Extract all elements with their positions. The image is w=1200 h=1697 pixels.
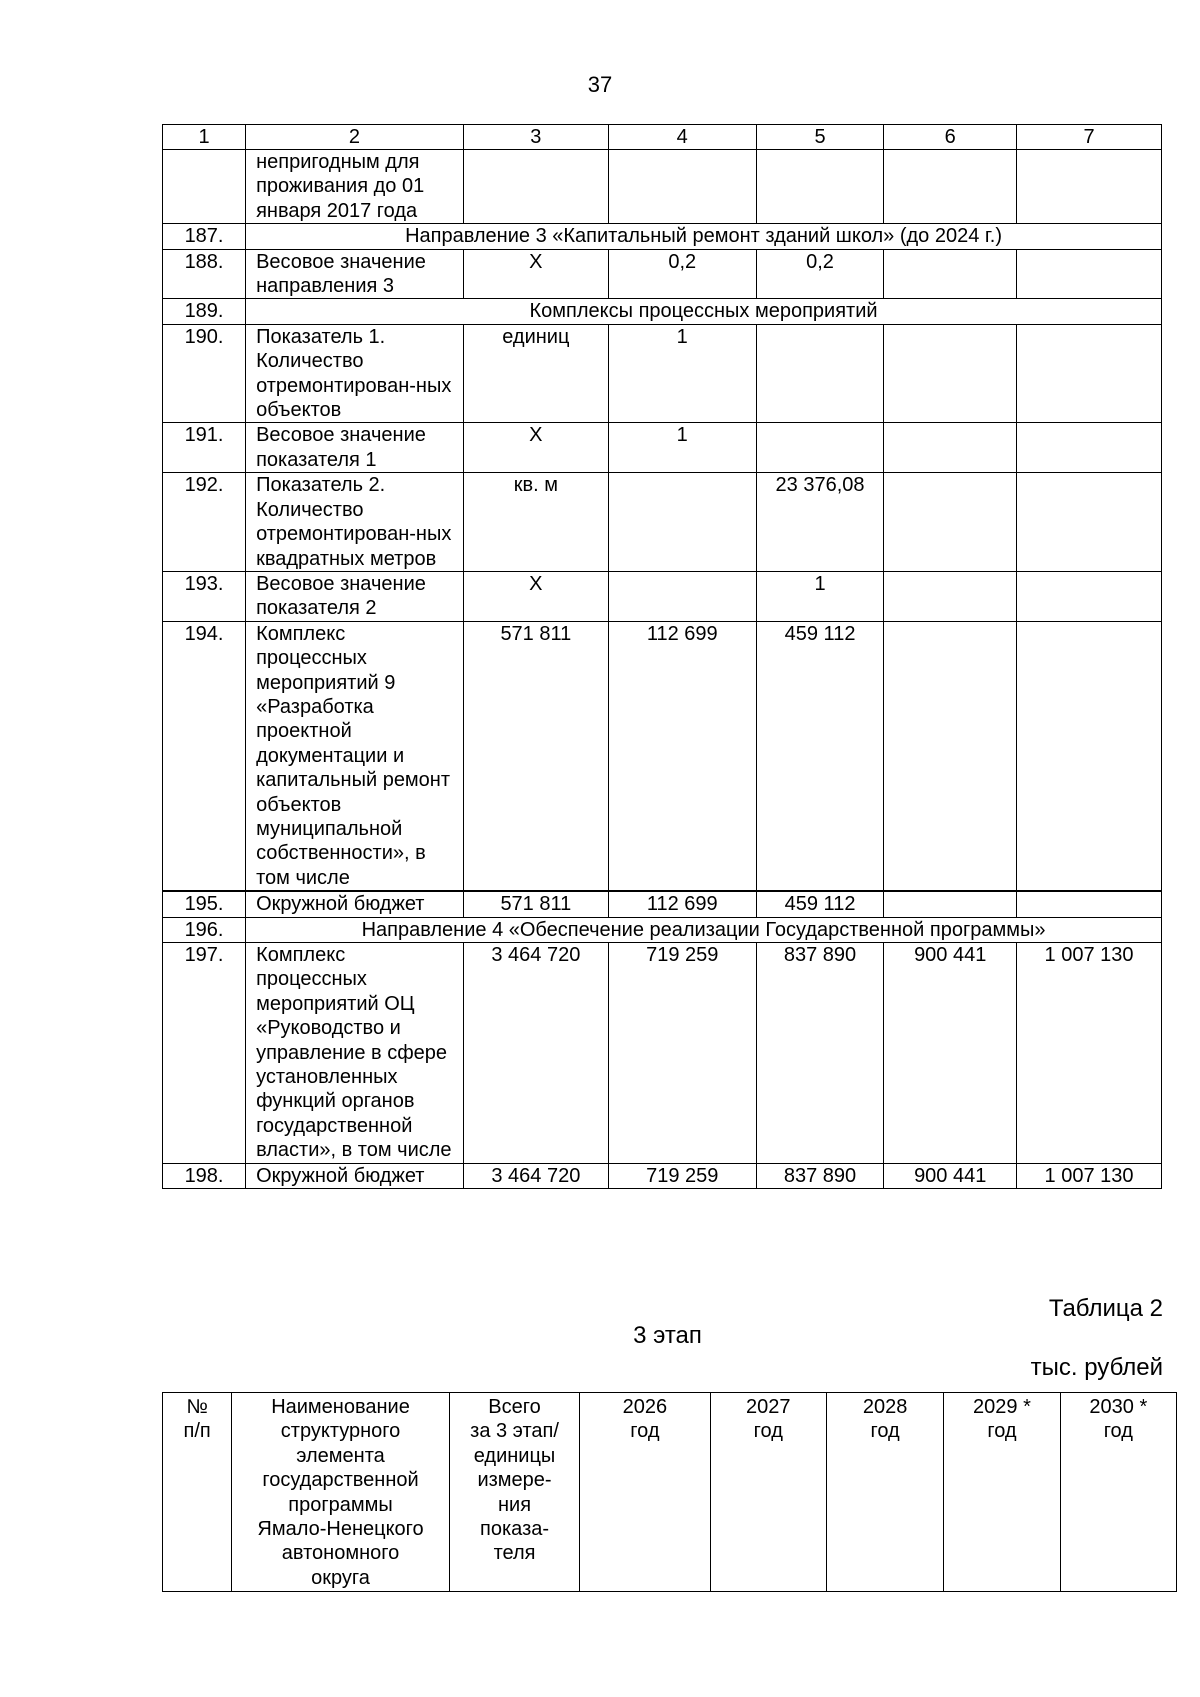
- value-cell: 1: [608, 423, 756, 473]
- value-cell: 23 376,08: [756, 473, 884, 572]
- value-cell: 900 441: [884, 1163, 1017, 1188]
- table-row: [163, 891, 1162, 917]
- value-cell: 571 811: [463, 621, 608, 891]
- value-cell: Х: [463, 571, 608, 621]
- row-number: [163, 150, 246, 224]
- value-cell: [1017, 150, 1162, 224]
- value-cell: 459 112: [756, 621, 884, 891]
- value-cell: [1017, 324, 1162, 423]
- row-name: Комплекс процессных мероприятий 9 «Разработка проектной документации и капитальный ремонт объектов муниципальной собственности», в том числе: [246, 621, 464, 891]
- table-row: [163, 621, 1162, 891]
- header-cell: [580, 1393, 710, 1592]
- header-line: год: [987, 1420, 1017, 1443]
- row-name: Показатель 2. Количество отремонтирован-ных квадратных метров: [246, 473, 464, 572]
- value-cell: [608, 571, 756, 621]
- header-cell: 1: [163, 125, 246, 150]
- value-cell: [1017, 423, 1162, 473]
- header-line: №: [186, 1396, 208, 1418]
- value-cell: [608, 150, 756, 224]
- header-line: округа: [311, 1566, 370, 1589]
- value-cell: [884, 423, 1017, 473]
- value-cell: [463, 150, 608, 224]
- table-row: [163, 943, 1162, 1164]
- value-cell: [1017, 621, 1162, 891]
- table-row: [163, 1163, 1162, 1188]
- table-row: [163, 224, 1162, 249]
- stage-3-table-header: [162, 1392, 1177, 1592]
- header-cell: 7: [1017, 125, 1162, 150]
- header-cell: 4: [608, 125, 756, 150]
- header-line: структурного: [280, 1420, 401, 1443]
- header-line: государственной: [262, 1469, 419, 1492]
- header-line: 2029 *: [973, 1396, 1031, 1418]
- header-line: год: [753, 1420, 783, 1443]
- table-row: [163, 150, 1162, 224]
- value-cell: [1017, 571, 1162, 621]
- value-cell: [608, 473, 756, 572]
- value-cell: 837 890: [756, 1163, 884, 1188]
- value-cell: [1017, 249, 1162, 299]
- row-name: Весовое значение направления 3: [246, 249, 464, 299]
- table-header-row: [163, 125, 1162, 150]
- value-cell: [1017, 473, 1162, 572]
- row-number: 197.: [163, 943, 246, 1164]
- page-number: 37: [587, 72, 613, 97]
- value-cell: [1017, 891, 1162, 917]
- header-line: год: [870, 1420, 900, 1443]
- header-line: год: [630, 1420, 660, 1443]
- value-cell: 459 112: [756, 891, 884, 917]
- header-cell: [232, 1393, 450, 1592]
- value-cell: Х: [463, 423, 608, 473]
- header-cell: [944, 1393, 1060, 1592]
- value-cell: [884, 473, 1017, 572]
- value-cell: [884, 621, 1017, 891]
- value-cell: 112 699: [608, 621, 756, 891]
- row-name: Комплекс процессных мероприятий ОЦ «Руководство и управление в сфере установленных функций органов государственной власти», в том числе: [246, 943, 464, 1164]
- header-cell: [710, 1393, 826, 1592]
- value-cell: 0,2: [756, 249, 884, 299]
- section-heading: Направление 3 «Капитальный ремонт зданий школ» (до 2024 г.): [246, 224, 1162, 249]
- row-number: 189.: [163, 299, 246, 324]
- table-row: [163, 571, 1162, 621]
- units-label: тыс. рублей: [1030, 1354, 1163, 1381]
- value-cell: 1 007 130: [1017, 943, 1162, 1164]
- header-cell: [449, 1393, 579, 1592]
- value-cell: [756, 324, 884, 423]
- value-cell: кв. м: [463, 473, 608, 572]
- value-cell: 571 811: [463, 891, 608, 917]
- header-line: 2028: [862, 1396, 908, 1418]
- value-cell: 1: [608, 324, 756, 423]
- value-cell: [884, 891, 1017, 917]
- header-cell: 3: [463, 125, 608, 150]
- header-line: элемента: [296, 1444, 385, 1467]
- table-row: [163, 423, 1162, 473]
- value-cell: 719 259: [608, 1163, 756, 1188]
- stage-title: 3 этап: [633, 1322, 702, 1349]
- value-cell: [884, 249, 1017, 299]
- row-number: 194.: [163, 621, 246, 891]
- value-cell: [756, 150, 884, 224]
- value-cell: 3 464 720: [463, 943, 608, 1164]
- value-cell: 0,2: [608, 249, 756, 299]
- header-line: единицы: [473, 1444, 556, 1467]
- row-number: 195.: [163, 891, 246, 917]
- table-caption: Таблица 2: [1048, 1295, 1163, 1322]
- value-cell: 837 890: [756, 943, 884, 1164]
- value-cell: Х: [463, 249, 608, 299]
- value-cell: 1: [756, 571, 884, 621]
- row-number: 192.: [163, 473, 246, 572]
- table-header-row: [163, 1393, 1177, 1592]
- value-cell: единиц: [463, 324, 608, 423]
- row-name: непригодным для проживания до 01 января 2017 года: [246, 150, 464, 224]
- row-number: 191.: [163, 423, 246, 473]
- value-cell: 900 441: [884, 943, 1017, 1164]
- table-row: [163, 249, 1162, 299]
- header-cell: [1060, 1393, 1176, 1592]
- header-cell: 5: [756, 125, 884, 150]
- row-name: Весовое значение показателя 2: [246, 571, 464, 621]
- row-number: 198.: [163, 1163, 246, 1188]
- row-number: 187.: [163, 224, 246, 249]
- header-cell: [826, 1393, 943, 1592]
- header-line: Ямало-Ненецкого: [257, 1518, 424, 1541]
- value-cell: 719 259: [608, 943, 756, 1164]
- header-line: п/п: [183, 1420, 211, 1443]
- header-line: теля: [493, 1542, 536, 1565]
- value-cell: 1 007 130: [1017, 1163, 1162, 1188]
- header-line: за 3 этап/: [470, 1420, 559, 1443]
- header-line: 2026: [622, 1396, 668, 1418]
- header-line: 2030 *: [1089, 1396, 1148, 1418]
- header-cell: [163, 1393, 232, 1592]
- row-name: Весовое значение показателя 1: [246, 423, 464, 473]
- row-name: Окружной бюджет: [246, 891, 464, 917]
- header-cell: 6: [884, 125, 1017, 150]
- row-number: 190.: [163, 324, 246, 423]
- section-heading: Комплексы процессных мероприятий: [246, 299, 1162, 324]
- value-cell: [884, 150, 1017, 224]
- header-line: программы: [288, 1493, 393, 1516]
- row-number: 188.: [163, 249, 246, 299]
- header-line: ния: [498, 1493, 532, 1516]
- row-number: 193.: [163, 571, 246, 621]
- table-row: [163, 917, 1162, 942]
- table-row: [163, 299, 1162, 324]
- row-name: Окружной бюджет: [246, 1163, 464, 1188]
- value-cell: 3 464 720: [463, 1163, 608, 1188]
- section-heading: Направление 4 «Обеспечение реализации Государственной программы»: [246, 917, 1162, 942]
- indicators-table: [162, 124, 1162, 1189]
- header-line: год: [1103, 1420, 1133, 1443]
- header-line: Наименование: [271, 1396, 410, 1418]
- row-number: 196.: [163, 917, 246, 942]
- header-cell: 2: [246, 125, 464, 150]
- table-row: [163, 324, 1162, 423]
- header-line: автономного: [281, 1542, 400, 1565]
- header-line: 2027: [746, 1396, 791, 1418]
- header-line: измере-: [477, 1469, 552, 1492]
- value-cell: 112 699: [608, 891, 756, 917]
- table-row: [163, 473, 1162, 572]
- header-line: Всего: [488, 1396, 541, 1418]
- value-cell: [756, 423, 884, 473]
- header-line: показа-: [480, 1518, 550, 1541]
- value-cell: [884, 324, 1017, 423]
- value-cell: [884, 571, 1017, 621]
- row-name: Показатель 1. Количество отремонтирован-ных объектов: [246, 324, 464, 423]
